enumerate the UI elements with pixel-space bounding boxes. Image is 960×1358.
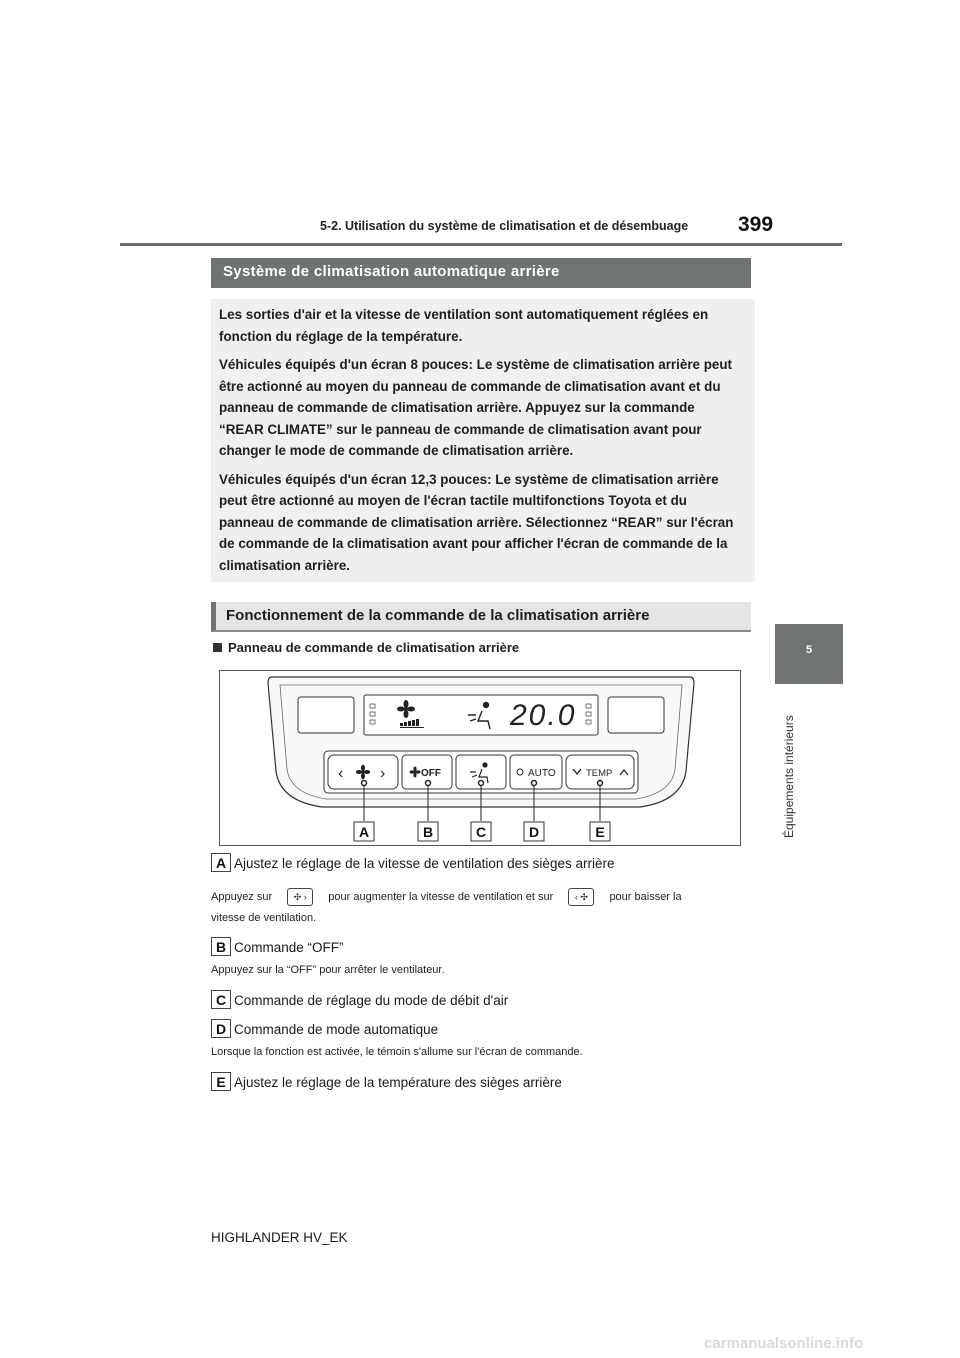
callout-a: A [358, 824, 370, 840]
label-e: E [211, 1072, 231, 1091]
label-a: A [211, 853, 231, 872]
section-intro-box [211, 299, 755, 582]
bullet-square-icon [213, 643, 222, 652]
label-d: D [211, 1019, 231, 1038]
control-panel-illustration [220, 671, 741, 846]
item-b-text: Commande “OFF” [234, 940, 344, 955]
note-text: pour augmenter la vitesse de ventilation et sur [328, 890, 554, 903]
chapter-number: 5 [805, 644, 813, 656]
temp-button-label: TEMP [586, 768, 613, 779]
item-a-note [211, 888, 751, 906]
item-d-text: Commande de mode automatique [234, 1022, 439, 1037]
item-c-text: Commande de réglage du mode de débit d'air [234, 993, 509, 1008]
chapter-label-container [770, 700, 820, 840]
callout-c: C [475, 824, 487, 840]
watermark: carmanualsonline.info [704, 1335, 864, 1352]
footer-model: HIGHLANDER HV_EK [211, 1230, 348, 1245]
section-title-rear-auto-climate: Système de climatisation automatique arrière [211, 258, 751, 288]
section-title-rear-control-operation: Fonctionnement de la commande de la climatisation arrière [211, 602, 751, 632]
fan-up-button-icon: ✣ › [287, 888, 313, 906]
item-a [211, 853, 614, 872]
subheading-text: Panneau de commande de climatisation arrière [228, 640, 520, 655]
label-c: C [211, 990, 231, 1009]
note-text: pour baisser la [609, 890, 682, 903]
item-c [211, 990, 508, 1009]
item-b [211, 937, 344, 956]
chapter-tab [775, 624, 843, 684]
intro-paragraph: Véhicules équipés d'un écran 8 pouces: Le système de climatisation arrière peut être actionné au moyen du panneau de commande de climatisation avant et du panneau de commande de climatisation arrière. Appuyez sur la commande “REAR CLIMATE” sur le panneau de commande de climatisation avant pour changer le mode de commande de climatisation arrière. [219, 357, 732, 458]
item-d [211, 1019, 438, 1038]
item-e [211, 1072, 562, 1091]
header-divider [120, 243, 842, 246]
callout-d: D [528, 824, 540, 840]
svg-text:›: › [380, 765, 386, 782]
off-button-label: OFF [421, 768, 441, 779]
item-a-note-cont: vitesse de ventilation. [211, 912, 317, 924]
chapter-label: Équipements intérieurs [782, 715, 796, 838]
page-number: 399 [738, 213, 774, 236]
note-text: Appuyez sur [211, 890, 273, 903]
item-b-note: Appuyez sur la “OFF” pour arrêter le ventilateur. [211, 964, 445, 976]
intro-paragraph: Les sorties d'air et la vitesse de ventilation sont automatiquement réglées en fonction du réglage de la température. [219, 307, 709, 344]
item-e-text: Ajustez le réglage de la température des sièges arrière [234, 1075, 562, 1090]
callout-e: E [595, 824, 605, 840]
callout-b: B [422, 824, 434, 840]
label-b: B [211, 937, 231, 956]
section-header: 5-2. Utilisation du système de climatisation et de désembuage [320, 219, 689, 233]
intro-paragraph: Véhicules équipés d'un écran 12,3 pouces: Le système de climatisation arrière peut être actionné au moyen de l'écran tactile multifonctions Toyota et du panneau de commande de climatisation arrière. Sélectionnez “REAR” sur l'écran de commande de la climatisation avant pour afficher l'écran de commande de la climatisation arrière. [219, 471, 734, 573]
subheading [213, 640, 519, 655]
auto-button-label: AUTO [528, 768, 556, 779]
svg-text:‹: ‹ [338, 765, 344, 782]
item-d-note: Lorsque la fonction est activée, le témoin s'allume sur l'écran de commande. [211, 1046, 583, 1058]
display-temperature: 20.0 [510, 699, 577, 732]
item-a-text: Ajustez le réglage de la vitesse de ventilation des sièges arrière [234, 856, 615, 871]
fan-down-button-icon: ‹ ✣ [568, 888, 594, 906]
control-panel-figure [219, 670, 741, 846]
